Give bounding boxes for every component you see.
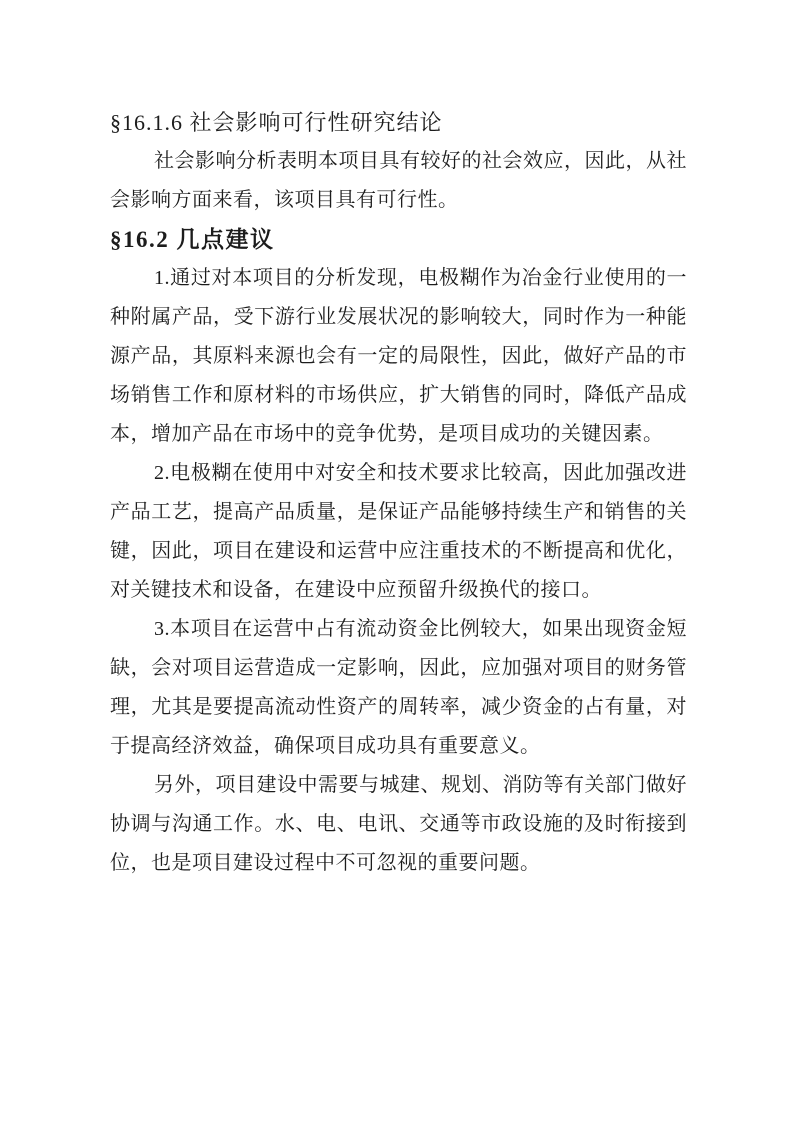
paragraph-suggestion-1: 1.通过对本项目的分析发现，电极糊作为冶金行业使用的一种附属产品，受下游行业发展状况的影响较大，同时作为一种能源产品，其原料来源也会有一定的局限性，因此，做好产品的市场销售工作和原材料的市场供应，扩大销售的同时，降低产品成本，增加产品在市场中的竞争优势，是项目成功的关键因素。 (110, 267, 687, 445)
paragraph-suggestion-3: 3.本项目在运营中占有流动资金比例较大，如果出现资金短缺，会对项目运营造成一定影响，因此，应加强对项目的财务管理，尤其是要提高流动性资产的周转率，减少资金的占有量，对于提高经济效益，确保项目成功具有重要意义。 (110, 618, 687, 757)
paragraph-suggestion-2: 2.电极糊在使用中对安全和技术要求比较高，因此加强改进产品工艺，提高产品质量，是保证产品能够持续生产和销售的关键，因此，项目在建设和运营中应注重技术的不断提高和优化，对关键技术和设备，在建设中应预留升级换代的接口。 (110, 462, 687, 601)
paragraph-additional-note: 另外，项目建设中需要与城建、规划、消防等有关部门做好协调与沟通工作。水、电、电讯、交通等市政设施的及时衔接到位，也是项目建设过程中不可忽视的重要问题。 (110, 774, 687, 874)
paragraph-social-impact-conclusion: 社会影响分析表明本项目具有较好的社会效应，因此，从社会影响方面来看，该项目具有可行性。 (110, 150, 687, 211)
heading-social-impact-conclusion: §16.1.6 社会影响可行性研究结论 (110, 110, 443, 135)
heading-suggestions: §16.2 几点建议 (110, 227, 275, 252)
